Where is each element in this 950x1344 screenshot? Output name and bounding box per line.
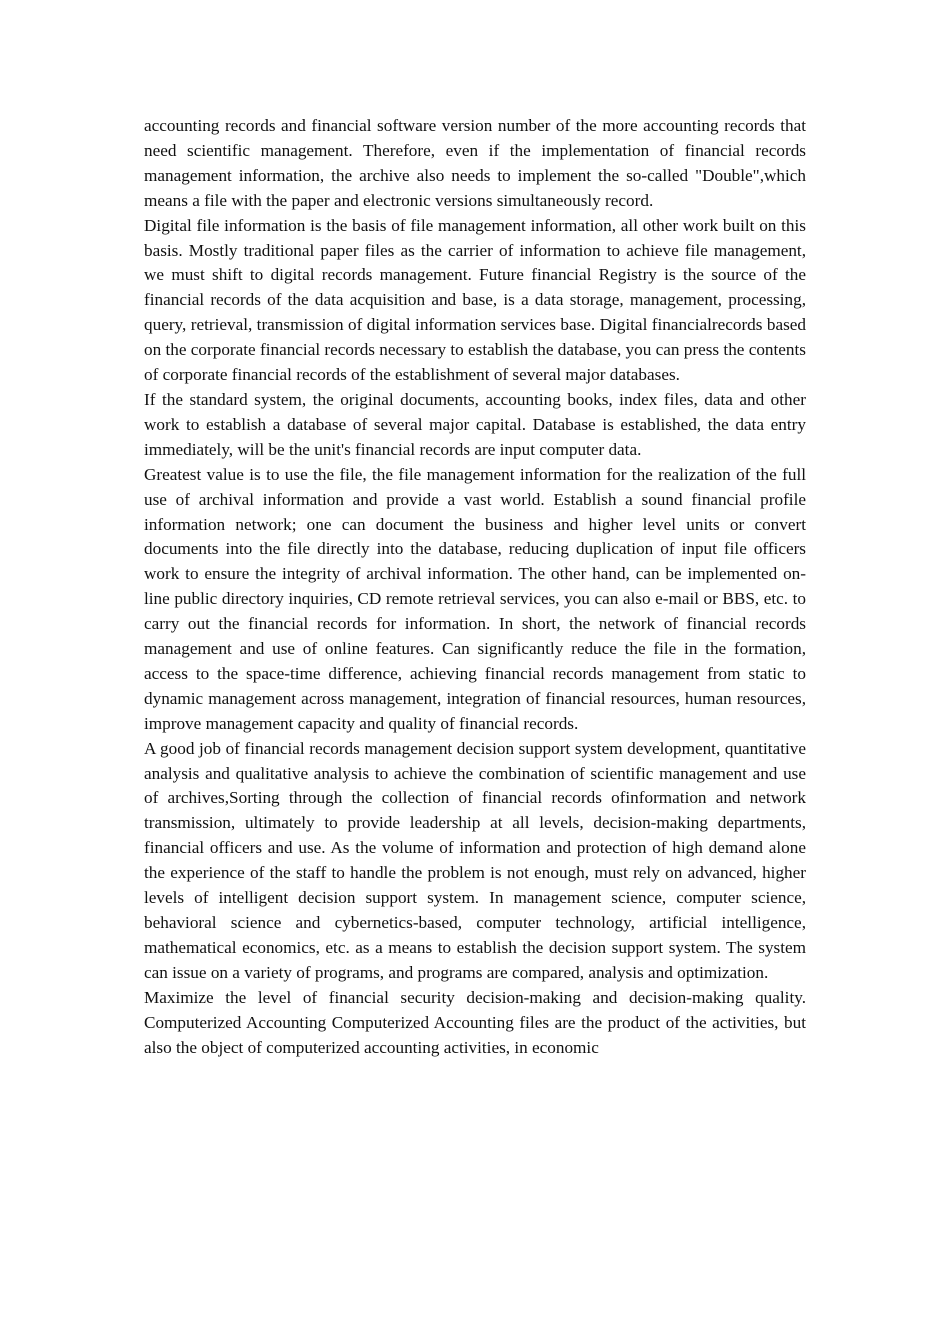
paragraph-5: A good job of financial records management decision support system development, quantitative analysis and qualitative analysis to achieve the combination of scientific management and use of archives,Sorting through the collection of financial records ofinformation and network transmission, ultimately to provide leadership at all levels, decision-making departments, financial officers and use. As the volume of information and protection of high demand alone the experience of the staff to handle the problem is not enough, must rely on advanced, higher levels of intelligent decision support system. In management science, computer science, behavioral science and cybernetics-based, computer technology, artificial intelligence, mathematical economics, etc. as a means to establish the decision support system. The system can issue on a variety of programs, and programs are compared, analysis and optimization. <box>144 738 806 982</box>
paragraph-1: accounting records and financial software version number of the more accounting records that need scientific management. Therefore, even if the implementation of financial records management information, the archive also needs to implement the so-called "Double",which means a file with the paper and electronic versions simultaneously record. <box>144 116 806 210</box>
paragraph-6: Maximize the level of financial security decision-making and decision-making quality. Computerized Accounting Computerized Accounting files are the product of the activities, but also the object of computerized accounting activities, in economic <box>144 987 806 1057</box>
paragraph-3: If the standard system, the original documents, accounting books, index files, data and other work to establish a database of several major capital. Database is established, the data entry immediately, will be the unit's financial records are input computer data. <box>144 389 806 459</box>
paragraph-2: Digital file information is the basis of file management information, all other work built on this basis. Mostly traditional paper files as the carrier of information to achieve file management, we must shift to digital records management. Future financial Registry is the source of the financial records of the data acquisition and base, is a data storage, management, processing, query, retrieval, transmission of digital information services base. Digital financialrecords based on the corporate financial records necessary to establish the database, you can press the contents of corporate financial records of the establishment of several major databases. <box>144 215 806 385</box>
paragraph-4: Greatest value is to use the file, the file management information for the realization of the full use of archival information and provide a vast world. Establish a sound financial profile information network; one can document the business and higher level units or convert documents into the file directly into the database, reducing duplication of input file officers work to ensure the integrity of archival information. The other hand, can be implemented on-line public directory inquiries, CD remote retrieval services, you can also e-mail or BBS, etc. to carry out the financial records for information. In short, the network of financial records management and use of online features. Can significantly reduce the file in the formation, access to the space-time difference, achieving financial records management from static to dynamic management across management, integration of financial resources, human resources, improve management capacity and quality of financial records. <box>144 464 806 733</box>
body-text <box>144 114 806 1060</box>
